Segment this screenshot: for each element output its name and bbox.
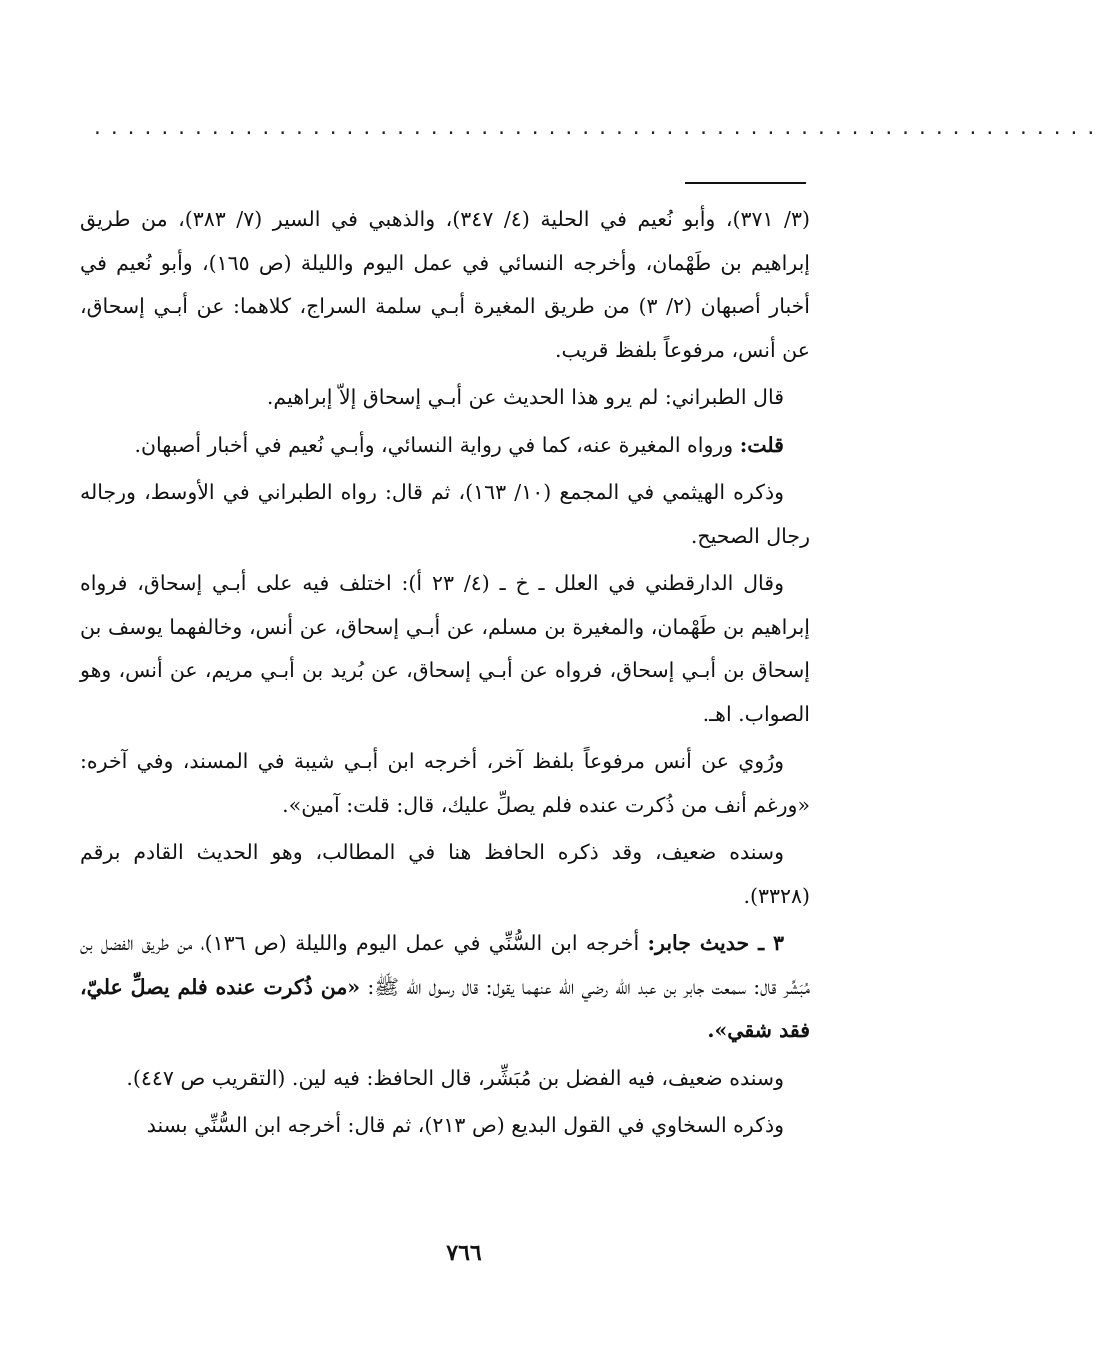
page-number: ٧٦٦	[446, 1240, 482, 1266]
paragraph-3-text: ورواه المغيرة عنه، كما في رواية النسائي، وأبـي نُعيم في أخبار أصبهان.	[134, 432, 740, 457]
paragraph-4: وذكره الهيثمي في المجمع (١٠/ ١٦٣)، ثم قال: رواه الطبراني في الأوسط، ورجاله رجال الصحيح.	[80, 480, 810, 548]
paragraph-3-lead: قلت:	[739, 432, 784, 457]
paragraph-10: وذكره السخاوي في القول البديع (ص ٢١٣)، ثم قال: أخرجه ابن السُّنِّي بسند	[146, 1113, 784, 1137]
paragraph-9: وسنده ضعيف، فيه الفضل بن مُبَشِّر، قال الحافظ: فيه لين. (التقريب ص ٤٤٧).	[126, 1065, 784, 1090]
paragraph-8-text: أخرجه ابن السُّنِّي في عمل اليوم والليلة (ص ١٣٦)، من طريق الفضل بن مُبَشِّر قال: سمعت جابر بن عبد الله رضي الله عنهما يقول: قال رسول الله ﷺ:	[80, 931, 810, 999]
paragraph-8	[80, 922, 810, 1053]
paragraph-5: وقال الدارقطني في العلل ـ خ ـ (٤/ ٢٣ أ): اختلف فيه على أبـي إسحاق، فرواه إبراهيم بن طَهْمان، والمغيرة بن مسلم، عن أبـي إسحاق، عن أنس، وخالفهما يوسف بن إسحاق بن أبـي إسحاق، فرواه عن أبـي إسحاق، عن بُريد بن أبـي مريم، عن أنس، وهو الصواب. اهـ.	[80, 571, 810, 726]
paragraph-6: ورُوي عن أنس مرفوعاً بلفظ آخر، أخرجه ابن أبـي شيبة في المسند، وفي آخره: «ورغم أنف من ذُكرت عنده فلم يصلِّ عليك، قال: قلت: آمين».	[80, 749, 810, 817]
paragraph-2: قال الطبراني: لم يرو هذا الحديث عن أبـي إسحاق إلاّ إبراهيم.	[266, 385, 784, 409]
paragraph-8-quote: «من ذُكرت عنده فلم يصلِّ عليّ، فقد شقي».	[80, 974, 810, 1042]
paragraph-1: (٣/ ٣٧١)، وأبو نُعيم في الحلية (٤/ ٣٤٧)، والذهبي في السير (٧/ ٣٨٣)، من طريق إبراهيم بن طَهْمان، وأخرجه النسائي في عمل اليوم والليلة (ص ١٦٥)، وأبو نُعيم في أخبار أصبهان (٢/ ٣) من طريق المغيرة أبـي سلمة السراج، كلاهما: عن أبـي إسحاق، عن أنس، مرفوعاً بلفظ قريب.	[80, 207, 810, 362]
paragraph-8-lead: ٣ ـ حديث جابر:	[647, 931, 784, 955]
paragraph-3	[80, 424, 810, 468]
dotted-separator: ............................................................	[92, 118, 1102, 139]
paragraph-7: وسنده ضعيف، وقد ذكره الحافظ هنا في المطالب، وهو الحديث القادم برقم (٣٣٢٨).	[80, 840, 810, 908]
footnote-body	[80, 198, 810, 1148]
footnote-rule	[685, 182, 806, 184]
